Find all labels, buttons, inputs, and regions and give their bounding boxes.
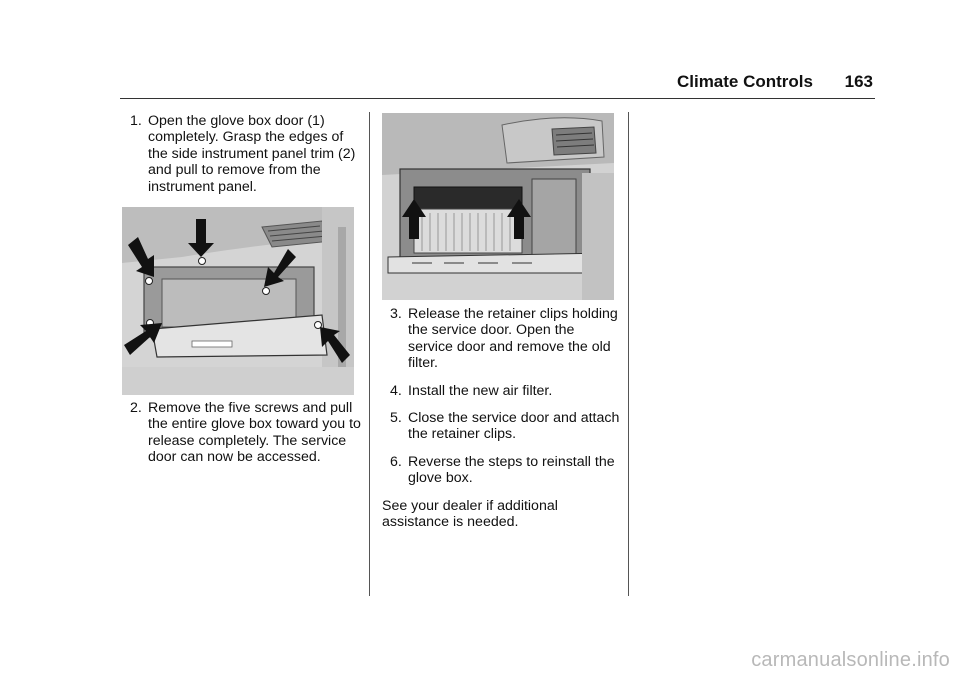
step-text: Install the new air filter. <box>408 382 553 399</box>
step-5 <box>382 410 622 443</box>
step-number: 3. <box>390 306 402 322</box>
service-door-illustration <box>382 113 614 300</box>
step-number: 5. <box>390 410 402 427</box>
step-number: 2. <box>130 400 142 416</box>
service-door-drawing <box>382 113 614 300</box>
dealer-note: See your dealer if additional assistance is needed. <box>382 497 558 531</box>
step-text: Reverse the steps to reinstall the glove box. <box>408 453 615 487</box>
glove-box-drawing <box>122 207 354 395</box>
step-text: Open the glove box door (1) completely. Grasp the edges of the side instrument panel trim (2) and pull to remove from the instrument panel. <box>148 113 356 195</box>
step-text: Close the service door and attach the retainer clips. <box>408 410 620 443</box>
step-number: 1. <box>130 113 142 129</box>
column-divider-right <box>628 112 629 596</box>
step-3 <box>382 306 622 372</box>
glove-box-removal-illustration <box>122 207 354 395</box>
watermark: carmanualsonline.info <box>751 649 950 671</box>
step-2 <box>122 400 362 466</box>
column-divider-left <box>369 112 370 596</box>
step-4 <box>382 383 622 399</box>
step-number: 6. <box>390 453 402 470</box>
column-1 <box>122 113 362 195</box>
page-header <box>120 68 875 99</box>
step-6 <box>382 454 622 487</box>
column-1-lower <box>122 400 362 466</box>
step-number: 4. <box>390 382 402 399</box>
step-text: Release the retainer clips holding the service door. Open the service door and remove the old filter. <box>408 306 618 372</box>
section-title: Climate Controls <box>676 72 813 91</box>
column-2 <box>382 306 622 530</box>
step-1 <box>122 113 362 195</box>
page-number: 163 <box>844 72 873 91</box>
step-text: Remove the five screws and pull the entire glove box toward you to release completely. The service door can now be accessed. <box>148 400 361 466</box>
